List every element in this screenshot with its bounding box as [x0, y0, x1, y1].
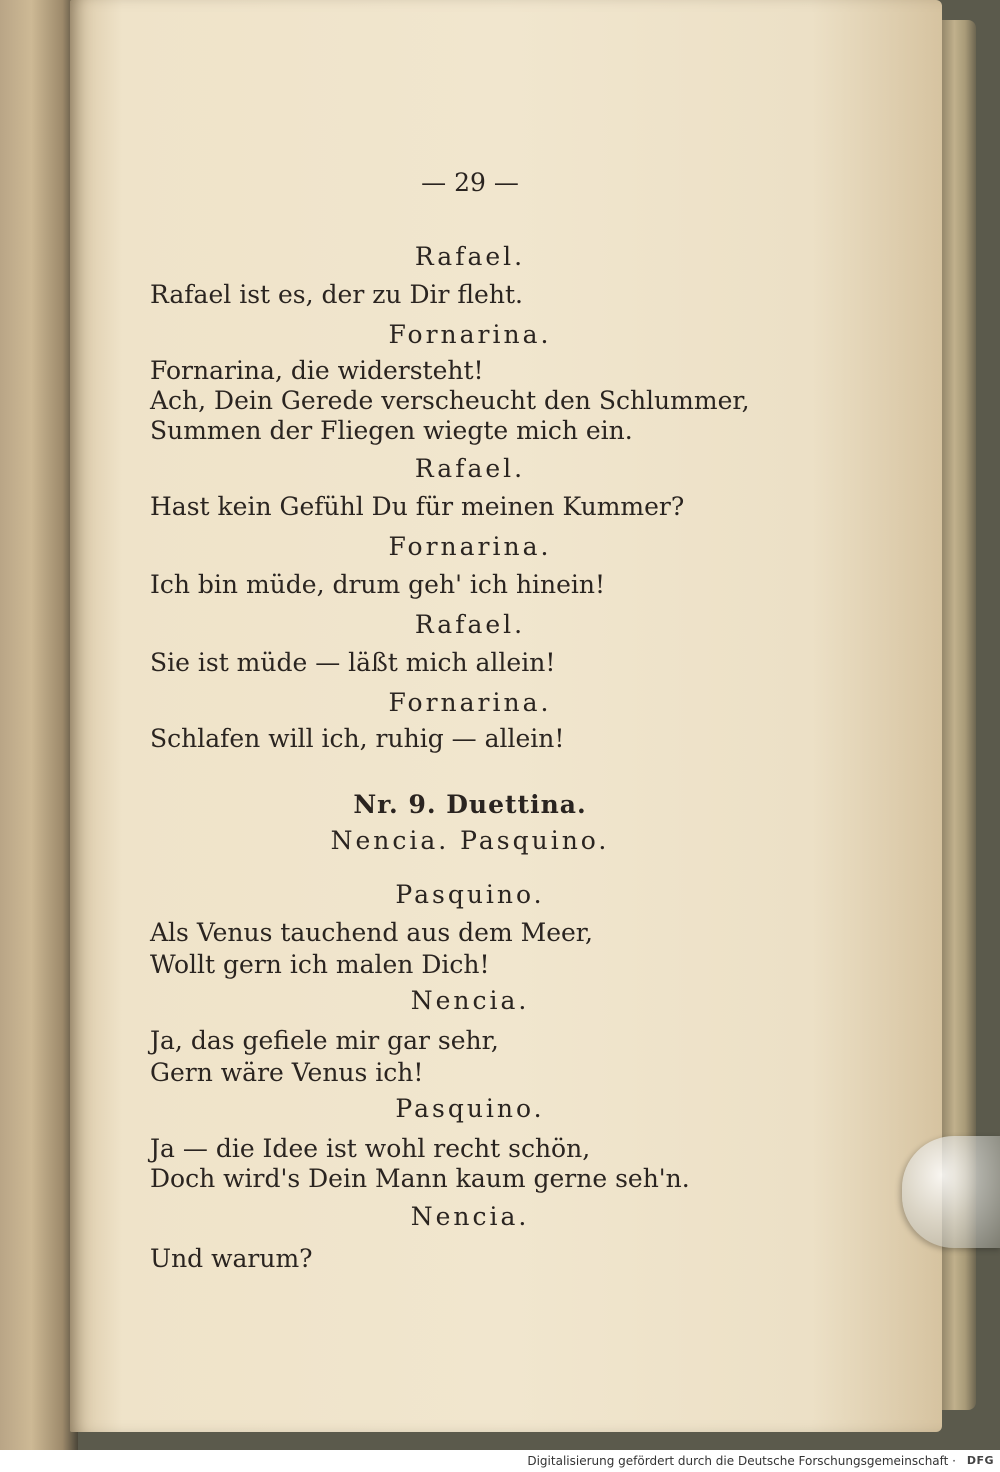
digitization-footer: [0, 1450, 1000, 1472]
verse-line: Hast kein Gefühl Du für meinen Kummer?: [150, 492, 685, 521]
verse-line: Ja — die Idee ist wohl recht schön,: [150, 1134, 591, 1163]
page-number: — 29 —: [421, 168, 519, 197]
verse-line: Sie ist müde — läßt mich allein!: [150, 648, 556, 677]
speaker-pasquino: Pasquino.: [395, 880, 545, 909]
verse-line: Ich bin müde, drum geh' ich hinein!: [150, 570, 606, 599]
verse-line: Gern wäre Venus ich!: [150, 1058, 424, 1087]
speaker-fornarina: Fornarina.: [388, 320, 552, 349]
speaker-rafael: Rafael.: [414, 242, 526, 271]
page-clip: [902, 1136, 1000, 1248]
verse-line: Ja, das gefiele mir gar sehr,: [150, 1026, 499, 1055]
speaker-rafael: Rafael.: [414, 610, 526, 639]
verse-line: Fornarina, die widersteht!: [150, 356, 484, 385]
verse-line: Und warum?: [150, 1244, 313, 1273]
speaker-nencia: Nencia.: [410, 1202, 530, 1231]
speaker-rafael: Rafael.: [414, 454, 526, 483]
verse-line: Rafael ist es, der zu Dir fleht.: [150, 280, 523, 309]
speaker-pasquino: Pasquino.: [395, 1094, 545, 1123]
speaker-nencia: Nencia.: [410, 986, 530, 1015]
speaker-fornarina: Fornarina.: [388, 532, 552, 561]
verse-line: Summen der Fliegen wiegte mich ein.: [150, 416, 633, 445]
section-heading: Nr. 9. Duettina.: [353, 790, 587, 819]
footer-credit: Digitalisierung gefördert durch die Deutsche Forschungsgemeinschaft ·: [527, 1454, 956, 1468]
speaker-fornarina: Fornarina.: [388, 688, 552, 717]
verse-line: Wollt gern ich malen Dich!: [150, 950, 490, 979]
previous-page-edge: [0, 0, 78, 1450]
cast-list: Nencia. Pasquino.: [330, 826, 610, 855]
dfg-logo: DFG: [966, 1454, 994, 1467]
verse-line: Doch wird's Dein Mann kaum gerne seh'n.: [150, 1164, 690, 1193]
verse-line: Ach, Dein Gerede verscheucht den Schlummer,: [150, 386, 750, 415]
verse-line: Als Venus tauchend aus dem Meer,: [150, 918, 593, 947]
verse-line: Schlafen will ich, ruhig — allein!: [150, 724, 565, 753]
